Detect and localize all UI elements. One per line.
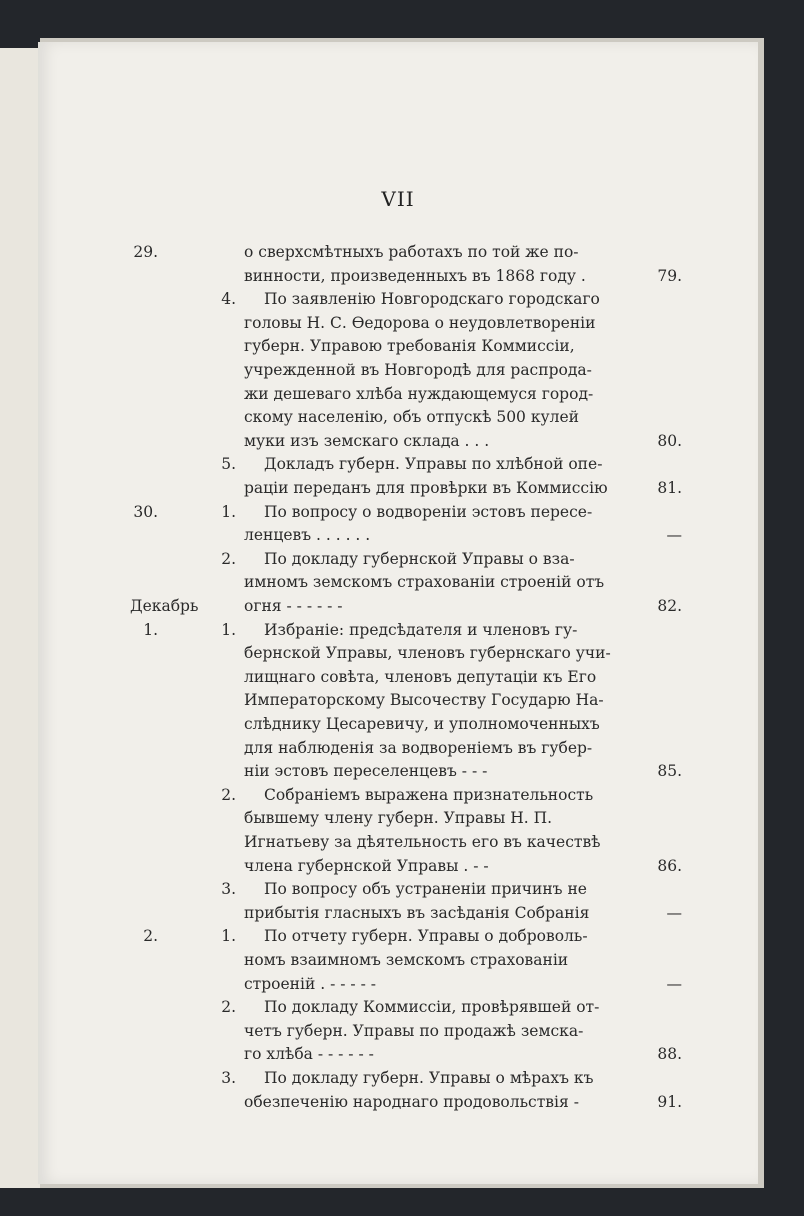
toc-text: Императорскому Высочеству Государю На- [244, 691, 604, 710]
toc-page-number: — [666, 526, 682, 545]
toc-text: По вопросу о водвореніи эстовъ пересе- [264, 502, 593, 521]
toc-text: По вопросу объ устраненіи причинъ не [264, 880, 587, 899]
toc-row [38, 264, 758, 288]
toc-text: винности, произведенныхъ въ 1868 году . [244, 266, 586, 285]
toc-date: 30. [133, 502, 158, 521]
toc-row [38, 972, 758, 996]
toc-row [38, 523, 758, 547]
toc-text: раціи переданъ для провѣрки въ Коммиссію [244, 479, 608, 497]
toc-item-number: 5. [221, 455, 236, 474]
toc-text: бернской Управы, членовъ губернскаго учи- [244, 644, 611, 663]
toc-row [38, 759, 758, 783]
toc-text: о сверхсмѣтныхъ работахъ по той же по- [244, 243, 579, 261]
toc-row [38, 500, 758, 524]
toc-row [38, 806, 758, 830]
toc-text: Игнатьеву за дѣятельность его въ качествѣ [244, 833, 601, 851]
toc-item-number: 3. [221, 880, 236, 899]
toc-row [38, 924, 758, 948]
toc-text: прибытія гласныхъ въ засѣданія Собранія [244, 903, 590, 922]
toc-row [38, 311, 758, 335]
toc-date: 2. [143, 927, 158, 946]
toc-text: обезпеченію народнаго продовольствія - [244, 1092, 579, 1111]
toc-text: бывшему члену губерн. Управы Н. П. [244, 809, 553, 828]
toc-row [38, 712, 758, 736]
toc-row [38, 358, 758, 382]
toc-page-number: — [666, 903, 682, 922]
toc-row [38, 1090, 758, 1114]
toc-row [38, 594, 758, 618]
toc-text: Собраніемъ выражена признательность [264, 785, 594, 804]
toc-text: По докладу губерн. Управы о мѣрахъ къ [264, 1069, 594, 1087]
toc-text: По докладу Коммиссіи, провѣрявшей от- [264, 998, 600, 1017]
toc-item-number: 2. [221, 549, 236, 568]
toc-row [38, 877, 758, 901]
toc-row [38, 783, 758, 807]
toc-row [38, 452, 758, 476]
toc-row [38, 736, 758, 760]
toc-text: Докладъ губерн. Управы по хлѣбной опе- [264, 455, 603, 474]
toc-row [38, 1042, 758, 1066]
toc-text: лищнаго совѣта, членовъ депутаціи къ Его [244, 667, 597, 686]
toc-page-number: 91. [657, 1092, 682, 1111]
toc-date: 29. [133, 243, 158, 261]
toc-item-number: 4. [221, 290, 236, 309]
toc-row [38, 901, 758, 925]
toc-row [38, 854, 758, 878]
toc-date: 1. [143, 620, 158, 639]
toc-row [38, 665, 758, 689]
toc-date: Декабрь [130, 597, 199, 615]
toc-row [38, 240, 758, 264]
toc-item-number: 3. [221, 1069, 236, 1087]
toc-text: жи дешеваго хлѣба нуждающемуся город- [244, 384, 594, 403]
toc-text: По докладу губернской Управы о вза- [264, 549, 575, 568]
toc-row [38, 948, 758, 972]
toc-text: муки изъ земскаго склада . . . [244, 431, 490, 450]
toc-page-number: 81. [657, 479, 682, 497]
toc-text: Избраніе: предсѣдателя и членовъ гу- [264, 620, 578, 639]
toc-text: строеній . - - - - - [244, 974, 376, 993]
toc-page-number: 79. [657, 266, 682, 285]
toc-text: ленцевъ . . . . . . [244, 526, 371, 545]
toc-page-number: 80. [657, 431, 682, 450]
toc-text: четъ губерн. Управы по продажѣ земска- [244, 1021, 584, 1040]
toc-row [38, 476, 758, 500]
toc-item-number: 2. [221, 785, 236, 804]
toc-row [38, 287, 758, 311]
toc-row [38, 641, 758, 665]
toc-row [38, 1019, 758, 1043]
toc-row [38, 334, 758, 358]
toc-text: го хлѣба - - - - - - [244, 1045, 374, 1064]
toc-row [38, 382, 758, 406]
toc-row [38, 688, 758, 712]
toc-text: для наблюденія за водвореніемъ въ губер- [244, 738, 593, 757]
left-page-edge [0, 48, 43, 1188]
page-header: VII [381, 187, 415, 211]
toc-item-number: 1. [221, 927, 236, 946]
toc-text: имномъ земскомъ страхованіи строеній отъ [244, 573, 605, 592]
toc-text: слѣднику Цесаревичу, и уполномоченныхъ [244, 715, 600, 733]
toc-text: члена губернской Управы . - - [244, 856, 489, 875]
toc-text: По заявленію Новгородскаго городскаго [264, 290, 600, 309]
toc-item-number: 2. [221, 998, 236, 1017]
toc-text: скому населенію, объ отпускѣ 500 кулей [244, 408, 580, 427]
toc-page-number: 85. [657, 762, 682, 781]
toc-text: ніи эстовъ переселенцевъ - - - [244, 762, 488, 781]
toc-page-number: 88. [657, 1045, 682, 1064]
toc-row [38, 405, 758, 429]
toc-page-number: 86. [657, 856, 682, 875]
toc-text: По отчету губерн. Управы о доброволь- [264, 927, 588, 946]
toc-row [38, 547, 758, 571]
toc-row [38, 1066, 758, 1090]
toc-row [38, 618, 758, 642]
toc-text: головы Н. С. Ѳедорова о неудовлетвореніи [244, 313, 596, 332]
toc-item-number: 1. [221, 620, 236, 639]
book-page [38, 42, 758, 1184]
toc-page-number: 82. [657, 597, 682, 615]
toc-row [38, 429, 758, 453]
toc-text: учрежденной въ Новгородѣ для распрода- [244, 361, 592, 379]
toc-row [38, 995, 758, 1019]
toc-page-number: — [666, 974, 682, 993]
toc-text: номъ взаимномъ земскомъ страхованіи [244, 951, 569, 969]
toc-row [38, 830, 758, 854]
toc-item-number: 1. [221, 502, 236, 521]
toc-text: губерн. Управою требованія Коммиссіи, [244, 337, 575, 356]
toc-row [38, 570, 758, 594]
toc-text: огня - - - - - - [244, 597, 343, 615]
